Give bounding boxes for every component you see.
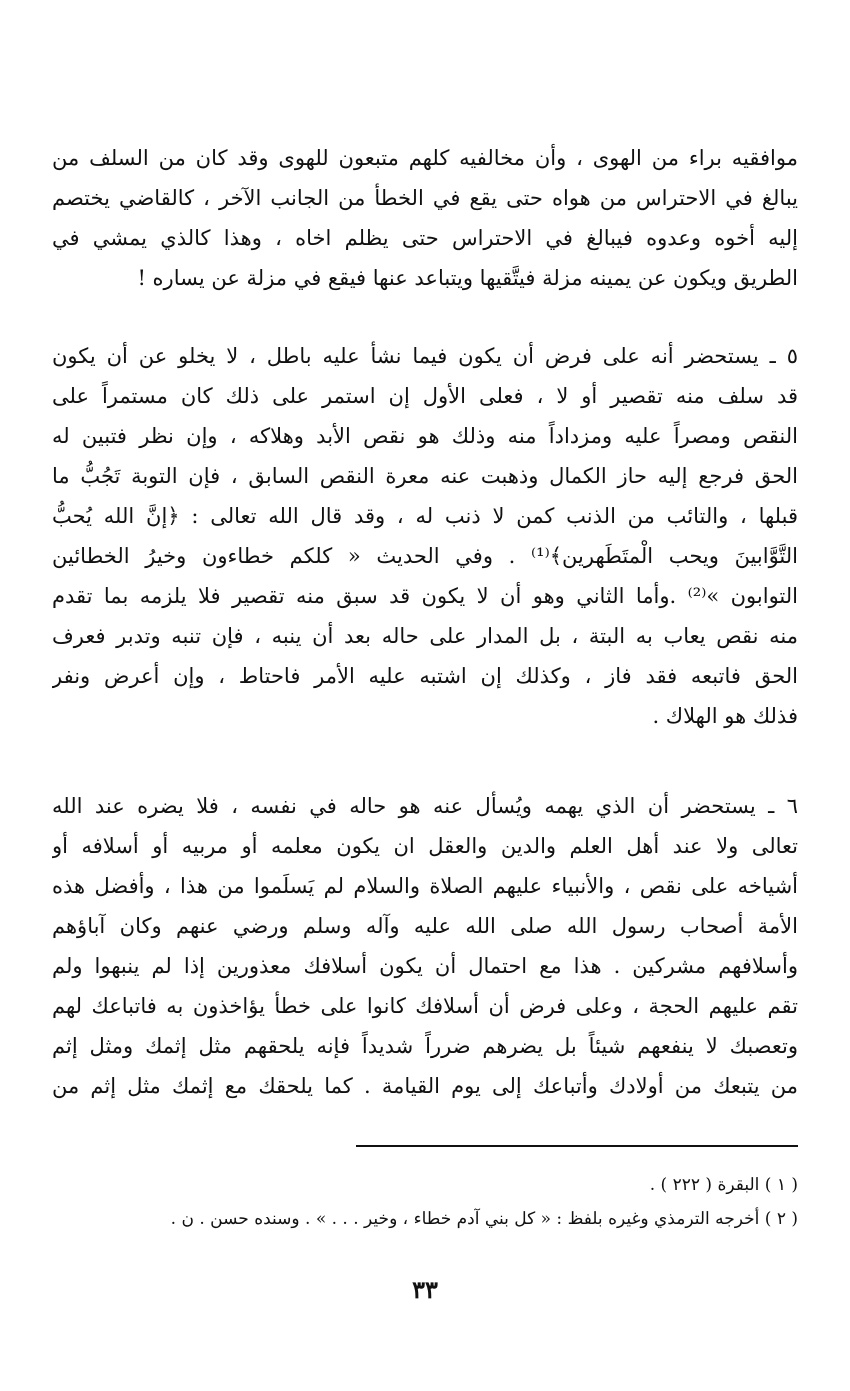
text-line: النقص ومصراً عليه ومزداداً منه وذلك هو نقص الأبد وهلاكه ، وإن نظر فتبين له: [52, 424, 798, 448]
text-line: الحق فرجع إليه حاز الكمال وذهبت عنه معرة النقص السابق ، فإن التوبة تَجُبُّ ما: [52, 464, 798, 488]
text-line: فذلك هو الهلاك .: [652, 704, 798, 728]
text-line: قبلها ، والتائب من الذنب كمن لا ذنب له ، وقد قال الله تعالى : ﴿إنَّ الله يُحبُّ: [52, 504, 798, 528]
text-line: وتعصبك لا ينفعهم شيئاً بل يضرهم ضرراً شديداً فإنه يلحقهم مثل إثمك ومثل إثم: [52, 1034, 798, 1058]
text-line: من يتبعك من أولادك وأتباعك إلى يوم القيامة . كما يلحقك مع إثمك مثل إثم من: [52, 1074, 798, 1098]
text-line: الأمة أصحاب رسول الله صلى الله عليه وآله وسلم ورضي عنهم وكان آباؤهم: [52, 914, 798, 938]
body-paragraph: [52, 336, 798, 736]
text-line: ٥ ـ يستحضر أنه على فرض أن يكون فيما نشأ عليه باطل ، لا يخلو عن أن يكون: [52, 344, 798, 368]
text-line: التَّوَّابينَ ويحب الْمتَطَهرين﴾⁽¹⁾ . وفي الحديث « كلكم خطاءون وخيرُ الخطائين: [52, 544, 798, 568]
text-line: أشياخه على نقص ، والأنبياء عليهم الصلاة والسلام لم يَسلَموا من هذا ، وأفضل هذه: [52, 874, 798, 898]
document-page: [52, 0, 798, 1391]
footnote: ( ٢ ) أخرجه الترمذي وغيره بلفظ : « كل بني آدم خطاء ، وخير . . . » . وسنده حسن . ن .: [170, 1209, 798, 1229]
text-line: تعالى ولا عند أهل العلم والدين والعقل ان يكون معلمه أو مربيه أو أسلافه أو: [52, 834, 798, 858]
body-paragraph: [52, 786, 798, 1106]
text-line: منه نقص يعاب به البتة ، بل المدار على حاله بعد أن ينبه ، فإن تنبه وتدبر فعرف: [52, 624, 798, 648]
text-line: تقم عليهم الحجة ، وعلى فرض أن أسلافك كانوا على خطأ يؤاخذون به فاتباعك لهم: [52, 994, 798, 1018]
text-line: موافقيه براء من الهوى ، وأن مخالفيه كلهم متبعون للهوى وقد كان من السلف من: [52, 146, 798, 170]
footnotes: [52, 1168, 798, 1236]
body-paragraph: [52, 138, 798, 298]
text-line: يبالغ في الاحتراس من هواه حتى يقع في الخطأ من الجانب الآخر ، كالقاضي يختصم: [52, 186, 798, 210]
text-line: إليه أخوه وعدوه فيبالغ في الاحتراس حتى يظلم اخاه ، وهذا كالذي يمشي في: [52, 226, 798, 250]
text-line: قد سلف منه تقصير أو لا ، فعلى الأول إن استمر على ذلك كان مستمراً على: [52, 384, 798, 408]
text-line: ٦ ـ يستحضر أن الذي يهمه ويُسأل عنه هو حاله في نفسه ، فلا يضره عند الله: [52, 794, 798, 818]
text-line: الطريق ويكون عن يمينه مزلة فيتَّقيها ويتباعد عنها فيقع في مزلة عن يساره !: [137, 266, 798, 290]
footnote-divider: [356, 1145, 798, 1147]
text-line: التوابون »⁽²⁾ .وأما الثاني وهو أن لا يكون قد سبق منه تقصير فلا يلزمه بما تقدم: [52, 584, 798, 608]
footnote: ( ١ ) البقرة ( ٢٢٢ ) .: [649, 1175, 798, 1195]
text-line: الحق فاتبعه فقد فاز ، وكذلك إن اشتبه عليه الأمر فاحتاط ، وإن أعرض ونفر: [52, 664, 798, 688]
text-line: وأسلافهم مشركين . هذا مع احتمال أن يكون أسلافك معذورين إذا لم ينبهوا ولم: [52, 954, 798, 978]
page-number: ٣٣: [412, 1275, 438, 1304]
